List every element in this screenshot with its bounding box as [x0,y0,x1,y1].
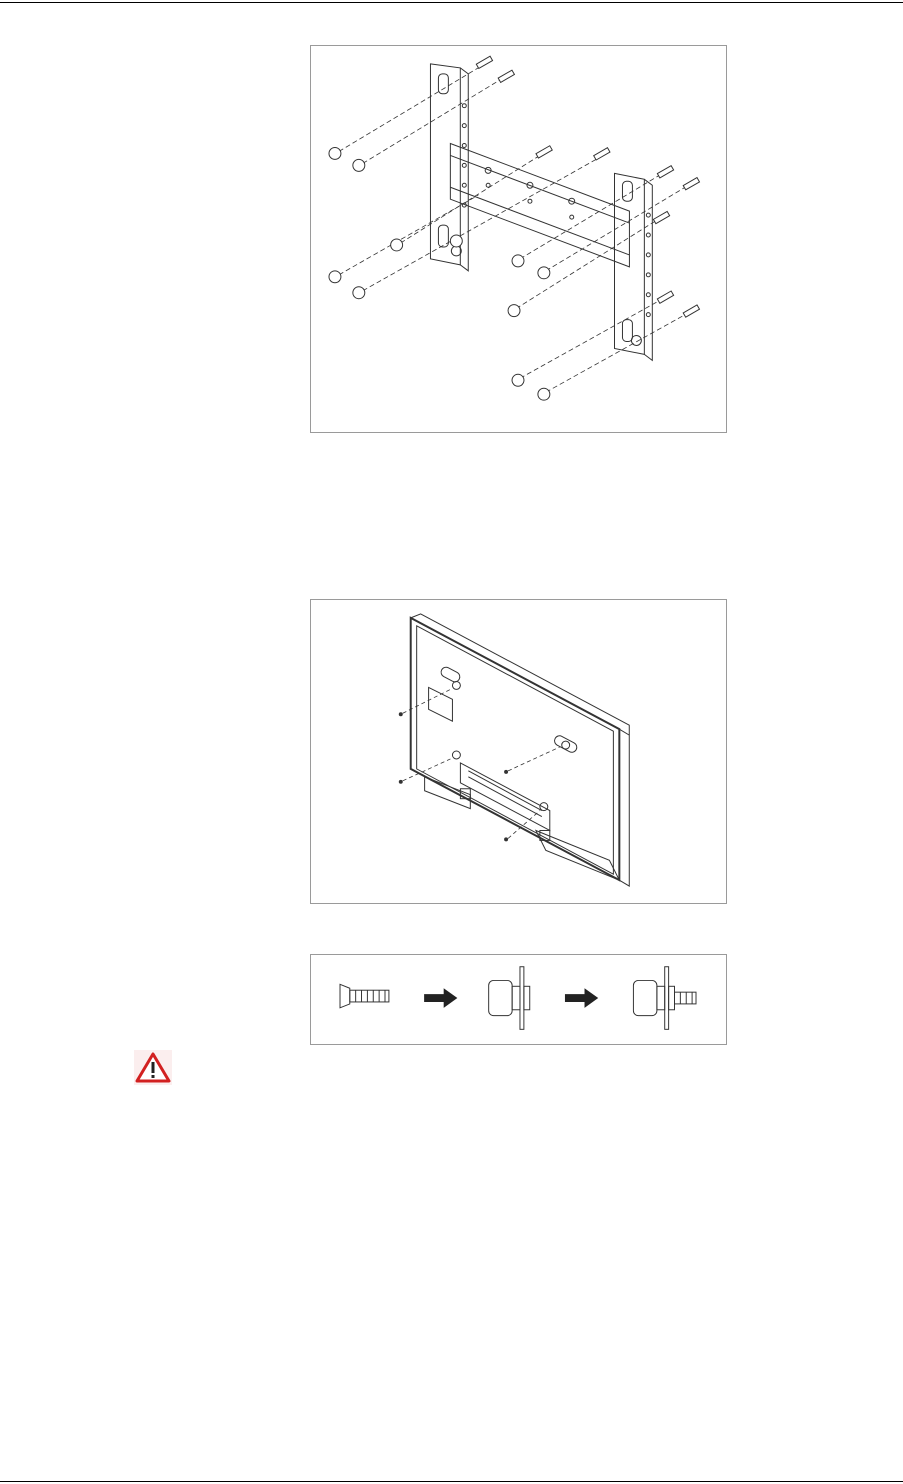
screw-sequence-diagram [311,955,726,1044]
monitor-rear-figure [310,599,727,904]
screw-sequence-figure [310,954,727,1045]
wall-mount-bracket-diagram [311,46,726,432]
caution-triangle-icon [134,1050,172,1085]
wall-bracket-figure [310,45,727,433]
footer-rule [0,1481,903,1482]
monitor-rear-diagram [311,600,726,903]
header-rule [0,2,903,3]
